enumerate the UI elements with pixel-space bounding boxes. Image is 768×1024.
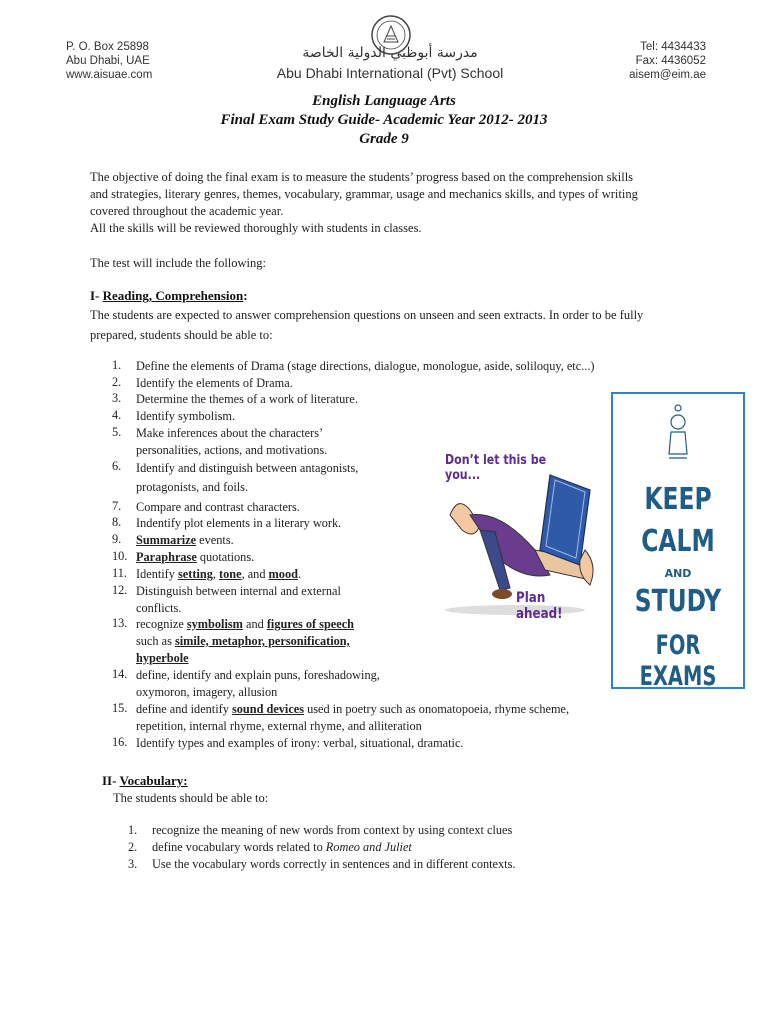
list-item-text: Determine the themes of a work of literature. — [136, 392, 358, 406]
list-item-text: , — [212, 567, 220, 581]
list-item-number: 3. — [112, 391, 122, 405]
poster-and: AND — [664, 567, 692, 580]
title-guide: Final Exam Study Guide- Academic Year 2012- 2013 — [220, 112, 548, 128]
list-item-text: conflicts. — [136, 600, 182, 615]
list-item-number: 15. — [112, 701, 128, 715]
list-item-text-block — [136, 667, 676, 700]
illustration-top-text: Don’t let this be you... — [445, 453, 547, 483]
list-item-text: Identify — [136, 567, 179, 581]
list-item-text: . — [297, 567, 302, 581]
school-name-arabic: مدرسة أبوظبي الدولية الخاصة — [302, 45, 478, 61]
list-item-text: recognize the meaning of new words from context by using context clues — [152, 823, 513, 837]
list-item-text: such as — [136, 634, 175, 648]
section-reading-description: The students are expected to answer comprehension questions on unseen and seen extracts. In order to be fully prepared, students should be able to: — [90, 308, 644, 342]
header-tel: Tel: 4434433 — [640, 41, 706, 53]
list-item-number: 8. — [112, 515, 122, 529]
list-item-number: 3. — [128, 857, 138, 871]
keyword-paraphrase: Paraphrase — [136, 550, 197, 564]
header-fax: Fax: 4436052 — [635, 55, 706, 67]
title-grade: Grade 9 — [359, 131, 409, 147]
section-vocabulary-number: II- — [102, 773, 117, 788]
list-item-text: Distinguish between internal and external — [136, 584, 341, 598]
list-item-number: 10. — [112, 549, 128, 563]
list-item-number: 2. — [128, 840, 138, 854]
list-item-number: 7. — [112, 499, 122, 513]
list-item-number: 1. — [128, 823, 138, 837]
list-item-text: , and — [241, 567, 269, 581]
list-item-text: Make inferences about the characters’ — [136, 426, 324, 440]
list-item-text-block — [152, 840, 652, 855]
list-item-text: Identify the elements of Drama. — [136, 376, 293, 390]
keyword-summarize: Summarize — [136, 533, 197, 547]
list-item-text: Identify and distinguish between antagonists, — [136, 461, 359, 475]
section-reading-title: Reading, Comprehension — [102, 288, 244, 303]
header-website: www.aisuae.com — [66, 69, 153, 81]
list-item-text: and — [242, 617, 267, 631]
list-item-number: 12. — [112, 583, 128, 597]
list-item-text: protagonists, and foils. — [136, 480, 249, 494]
keyword-symbolism: symbolism — [186, 617, 243, 631]
keyword-sound-devices: sound devices — [231, 702, 305, 716]
list-item-text: quotations. — [196, 550, 255, 564]
list-item-text: Identify symbolism. — [136, 409, 236, 423]
header-email: aisem@eim.ae — [629, 69, 706, 81]
list-item-text: define vocabulary words related to — [152, 840, 326, 854]
section-reading-number: I- — [90, 288, 100, 303]
header-city: Abu Dhabi, UAE — [66, 55, 150, 67]
list-item-text: used in poetry such as onomatopoeia, rhyme scheme, — [304, 702, 570, 716]
list-item-number: 4. — [112, 408, 122, 422]
list-item-text: Compare and contrast characters. — [136, 500, 300, 514]
list-item-number: 6. — [112, 459, 122, 473]
keyword-mood: mood — [268, 567, 298, 581]
list-item-text: Indentify plot elements in a literary work. — [136, 516, 342, 530]
header-contact-right — [629, 40, 706, 82]
poster-for-exams: FOR EXAMS — [639, 630, 717, 692]
keyword-figures-list: simile, metaphor, personification, — [174, 634, 350, 648]
keyword-tone: tone — [219, 567, 242, 581]
list-item-number: 16. — [112, 735, 128, 749]
list-item-number: 13. — [112, 616, 128, 630]
list-item-number: 5. — [112, 425, 122, 439]
list-item-text: repetition, internal rhyme, external rhyme, and alliteration — [136, 718, 422, 733]
list-item-text: Identify types and examples of irony: verbal, situational, dramatic. — [136, 736, 464, 750]
poster-study: STUDY — [634, 584, 722, 619]
illustration-bottom-text: Plan ahead! — [516, 590, 563, 622]
section-vocabulary-description: The students should be able to: — [113, 791, 269, 805]
intro-paragraph: The objective of doing the final exam is to measure the students’ progress based on the comprehension skills and strategies, literary genres, themes, vocabulary, grammar, usage and mechanics skills, and types of writing covered throughout the academic year. — [90, 170, 638, 218]
list-item-text: define and identify — [136, 702, 232, 716]
book-title-romeo-and-juliet: Romeo and Juliet — [325, 840, 412, 854]
list-item-number: 9. — [112, 532, 122, 546]
list-item-number: 1. — [112, 358, 122, 372]
title-subject: English Language Arts — [312, 93, 456, 109]
list-item-text: recognize — [136, 617, 187, 631]
list-item-number: 14. — [112, 667, 128, 681]
section-vocabulary-title: Vocabulary: — [119, 773, 188, 788]
section-reading-colon: : — [243, 288, 248, 303]
list-item-text: Define the elements of Drama (stage directions, dialogue, monologue, aside, soliloquy, etc...) — [136, 359, 595, 373]
keyword-hyperbole: hyperbole — [136, 651, 189, 665]
header-po-box: P. O. Box 25898 — [66, 41, 149, 53]
list-item-text: oxymoron, imagery, allusion — [136, 684, 278, 699]
keep-calm-poster — [611, 392, 745, 692]
keyword-figures-of-speech: figures of speech — [266, 617, 355, 631]
list-item-text-block — [136, 701, 676, 734]
keyword-setting: setting — [178, 567, 213, 581]
list-item-text: Use the vocabulary words correctly in sentences and in different contexts. — [152, 857, 516, 871]
intro-test-includes: The test will include the following: — [90, 256, 267, 270]
header-contact-left — [66, 40, 152, 82]
list-item-number: 11. — [112, 566, 127, 580]
dont-let-this-be-you-illustration — [440, 440, 600, 635]
poster-keep: KEEP — [644, 482, 712, 517]
list-item-text: events. — [196, 533, 234, 547]
list-item-number: 2. — [112, 375, 122, 389]
section-reading-heading — [90, 288, 248, 304]
list-item-text: define, identify and explain puns, foreshadowing, — [136, 668, 380, 682]
crown-figure-icon — [663, 402, 693, 462]
school-name-english: Abu Dhabi International (Pvt) School — [276, 65, 504, 81]
intro-review-note: All the skills will be reviewed thoroughly with students in classes. — [90, 221, 422, 235]
poster-calm: CALM — [641, 524, 715, 559]
section-vocabulary-heading — [102, 773, 188, 789]
list-item-text: personalities, actions, and motivations. — [136, 442, 328, 457]
